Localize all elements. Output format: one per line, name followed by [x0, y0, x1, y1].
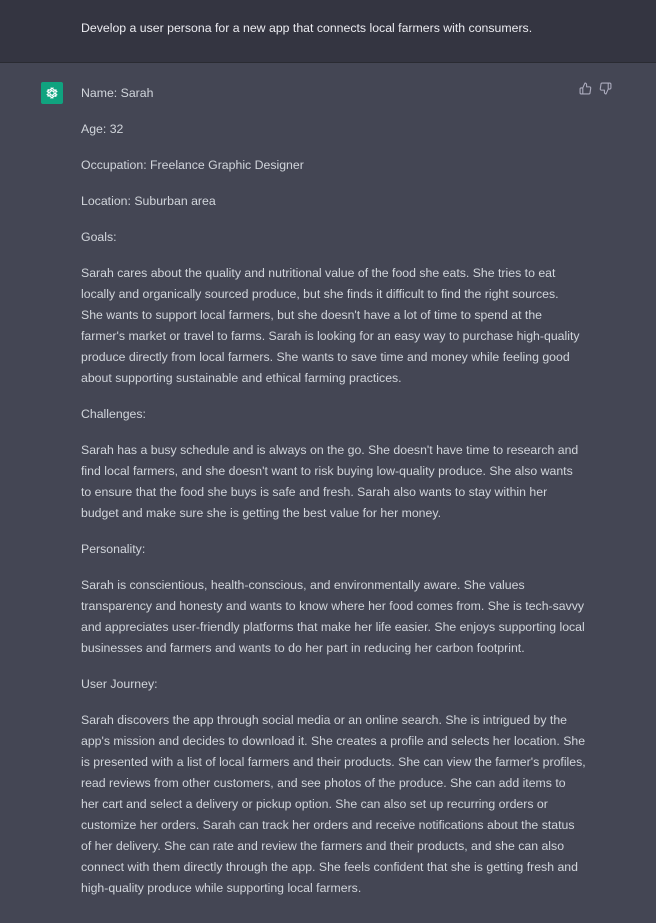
journey-line: of her delivery. She can rate and review the farmers and their products, and she can also	[81, 839, 565, 853]
goals-heading: Goals:	[81, 230, 117, 244]
user-message-row	[0, 0, 656, 63]
goals-line: locally and organically sourced produce, but she finds it difficult to find the right sources.	[81, 287, 559, 301]
thumbs-up-button[interactable]	[579, 83, 592, 97]
thumbs-down-icon	[599, 82, 612, 98]
challenges-line: budget and make sure she is getting the best value for her money.	[81, 506, 442, 520]
personality-line: Sarah is conscientious, health-conscious, and environmentally aware. She values	[81, 578, 525, 592]
thumbs-up-icon	[579, 82, 592, 98]
personality-line: transparency and honesty and wants to know where her food comes from. She is tech-savvy	[81, 599, 585, 613]
journey-paragraph	[81, 710, 586, 899]
journey-line: is presented with a list of local farmers and their products. She can view the farmer's profiles,	[81, 755, 586, 769]
goals-line: about supporting sustainable and ethical farming practices.	[81, 371, 402, 385]
user-message-text: Develop a user persona for a new app that connects local farmers with consumers.	[81, 21, 533, 35]
persona-age: Age: 32	[81, 122, 124, 136]
personality-line: businesses and farmers and wants to do her part in reducing her carbon footprint.	[81, 641, 525, 655]
challenges-heading: Challenges:	[81, 407, 146, 421]
persona-location: Location: Suburban area	[81, 194, 216, 208]
challenges-line: Sarah has a busy schedule and is always on the go. She doesn't have time to research and	[81, 443, 579, 457]
journey-line: read reviews from other customers, and see photos of the produce. She can add items to	[81, 776, 566, 790]
challenges-line: find local farmers, and she doesn't want to risk buying low-quality produce. She also wants	[81, 464, 573, 478]
journey-line: high-quality produce while supporting local farmers.	[81, 881, 362, 895]
persona-name: Name: Sarah	[81, 86, 154, 100]
feedback-buttons	[579, 83, 612, 97]
challenges-paragraph	[81, 440, 579, 524]
journey-line: connect with them directly through the app. She feels confident that she is getting fresh and	[81, 860, 578, 874]
openai-logo-icon	[41, 82, 63, 104]
journey-heading: User Journey:	[81, 677, 158, 691]
journey-line: Sarah discovers the app through social media or an online search. She is intrigued by the	[81, 713, 568, 727]
goals-line: farmer's market or travel to farms. Sarah is looking for an easy way to purchase high-quality	[81, 329, 580, 343]
thumbs-down-button[interactable]	[599, 83, 612, 97]
goals-line: produce directly from local farmers. She wants to save time and money while feeling good	[81, 350, 570, 364]
assistant-message-row	[0, 63, 656, 923]
personality-heading: Personality:	[81, 542, 146, 556]
personality-paragraph	[81, 575, 585, 659]
goals-paragraph	[81, 263, 580, 389]
goals-line: She wants to support local farmers, but she doesn't have a lot of time to spend at the	[81, 308, 543, 322]
assistant-message-content	[81, 83, 586, 899]
persona-occupation: Occupation: Freelance Graphic Designer	[81, 158, 304, 172]
goals-line: Sarah cares about the quality and nutritional value of the food she eats. She tries to eat	[81, 266, 556, 280]
journey-line: app's mission and decides to download it. She creates a profile and selects her location. She	[81, 734, 586, 748]
journey-line: customize her orders. Sarah can track her orders and receive notifications about the status	[81, 818, 575, 832]
personality-line: and appreciates user-friendly platforms that make her life easier. She enjoys supporting local	[81, 620, 585, 634]
journey-line: her cart and select a delivery or pickup option. She can also set up recurring orders or	[81, 797, 548, 811]
challenges-line: to ensure that the food she buys is safe and fresh. Sarah also wants to stay within her	[81, 485, 548, 499]
